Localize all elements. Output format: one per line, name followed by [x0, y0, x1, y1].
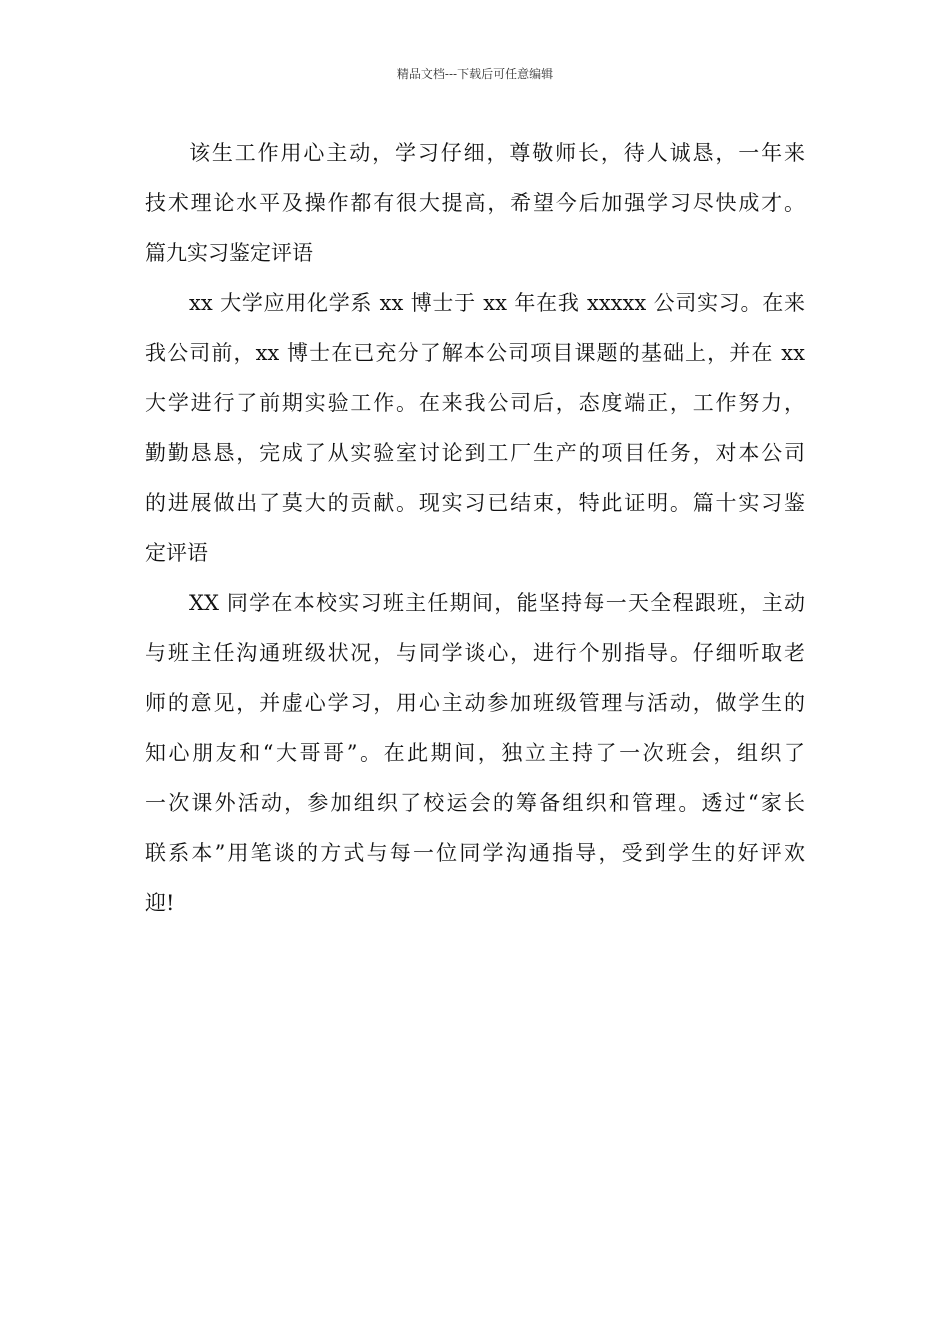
paragraph-line: 勤勤恳恳，完成了从实验室讨论到工厂生产的项目任务，对本公司 — [145, 441, 805, 465]
paragraph-line: 知心朋友和“大哥哥”。在此期间，独立主持了一次班会，组织了 — [145, 741, 805, 765]
paragraph-line: XX 同学在本校实习班主任期间，能坚持每一天全程跟班，主动 — [189, 591, 805, 615]
paragraph-line: 一次课外活动，参加组织了校运会的筹备组织和管理。透过“家长 — [145, 791, 805, 815]
paragraph-line: 该生工作用心主动，学习仔细，尊敬师长，待人诚恳，一年来 — [189, 141, 805, 165]
paragraph-line: 迎! — [145, 891, 175, 915]
paragraph-line: 我公司前，xx 博士在已充分了解本公司项目课题的基础上，并在 xx — [145, 341, 805, 365]
paragraph-line: 联系本”用笔谈的方式与每一位同学沟通指导，受到学生的好评欢 — [145, 841, 805, 865]
paragraph-line: 定评语 — [145, 541, 208, 565]
section-heading: 篇九实习鉴定评语 — [145, 241, 313, 265]
document-body — [145, 128, 805, 928]
paragraph-line: 技术理论水平及操作都有很大提高，希望今后加强学习尽快成才。 — [145, 191, 805, 215]
paragraph-line: 的进展做出了莫大的贡献。现实习已结束，特此证明。篇十实习鉴 — [145, 491, 805, 515]
paragraph-line: xx 大学应用化学系 xx 博士于 xx 年在我 xxxxx 公司实习。在来 — [189, 291, 805, 315]
paragraph-line: 大学进行了前期实验工作。在来我公司后，态度端正，工作努力， — [145, 391, 805, 415]
paragraph-line: 师的意见，并虚心学习，用心主动参加班级管理与活动，做学生的 — [145, 691, 805, 715]
page-header: 精品文档---下载后可任意编辑 — [396, 67, 554, 81]
paragraph-line: 与班主任沟通班级状况，与同学谈心，进行个别指导。仔细听取老 — [145, 641, 805, 665]
